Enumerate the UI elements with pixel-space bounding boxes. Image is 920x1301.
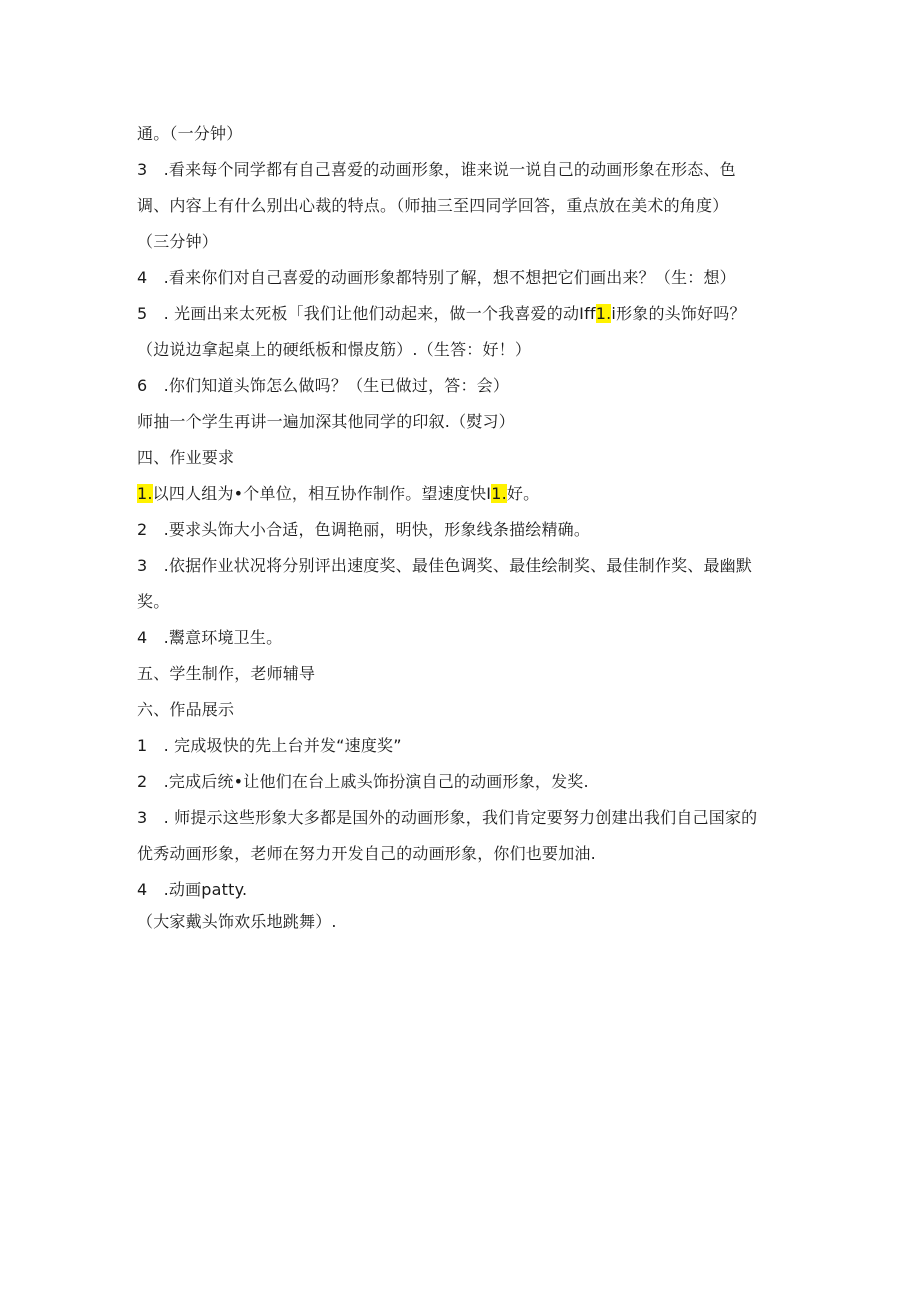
text-line: （边说边拿起桌上的硬纸板和憬皮筋）.（生答：好！） [137, 340, 532, 359]
text-line: 3 .依据作业状况将分别评出速度奖、最佳色调奖、最佳绘制奖、最佳制作奖、最幽默 [137, 556, 753, 575]
text-line: （大家戴头饰欢乐地跳舞）. [137, 912, 337, 931]
text-line: 师抽一个学生再讲一遍加深其他同学的印叙.（熨习） [137, 412, 515, 431]
section-heading: 六、作品展示 [137, 700, 235, 719]
text-line [137, 484, 787, 504]
text-line: 3 . 师提示这些形象大多都是国外的动画形象，我们肯定要努力创建出我们自己国家的 [137, 808, 758, 827]
text-segment: 以四人组为•个单位，相互协作制作。望速度快I [152, 484, 492, 503]
text-line: 优秀动画形象，老师在努力开发自己的动画形象，你们也要加油. [137, 844, 596, 863]
text-segment: 好。 [506, 484, 540, 503]
text-line: 调、内容上有什么别出心裁的特点。（师抽三至四同学回答，重点放在美术的角度） [137, 196, 729, 215]
section-heading: 五、学生制作，老师辅导 [137, 664, 316, 683]
text-line: 4 .动画patty. [137, 880, 248, 899]
highlighted-text: 1. [491, 484, 507, 503]
section-heading: 四、作业要求 [137, 448, 235, 467]
highlighted-text: 1. [595, 304, 612, 323]
text-line: 2 .完成后统•让他们在台上戚头饰扮演自己的动画形象，发奖. [137, 772, 589, 791]
text-line: 4 .鬻意环境卫生。 [137, 628, 283, 647]
text-line: （三分钟） [137, 232, 219, 251]
text-line: 2 .要求头饰大小合适，色调艳丽，明快，形象线条描绘精确。 [137, 520, 591, 539]
text-line: 1 . 完成圾快的先上台并发“速度奖” [137, 736, 402, 755]
text-line: 4 .看来你们对自己喜爱的动画形象都特别了解，想不想把它们画出来？（生：想） [137, 268, 736, 287]
text-segment: 5 . 光画出来太死板「我们让他们动起来，做一个我喜爱的动Iff [137, 304, 596, 323]
text-line: 3 .看来每个同学都有自己喜爱的动画形象，谁来说一说自己的动画形象在形态、色 [137, 160, 736, 179]
text-line: 通。（一分钟） [137, 124, 243, 143]
text-line: 6 .你们知道头饰怎么做吗？（生已做过，答：会） [137, 376, 510, 395]
text-segment: i形象的头饰好吗？ [611, 304, 746, 323]
highlighted-text: 1. [137, 484, 153, 503]
text-line [137, 304, 787, 324]
text-line: 奖。 [137, 592, 170, 611]
